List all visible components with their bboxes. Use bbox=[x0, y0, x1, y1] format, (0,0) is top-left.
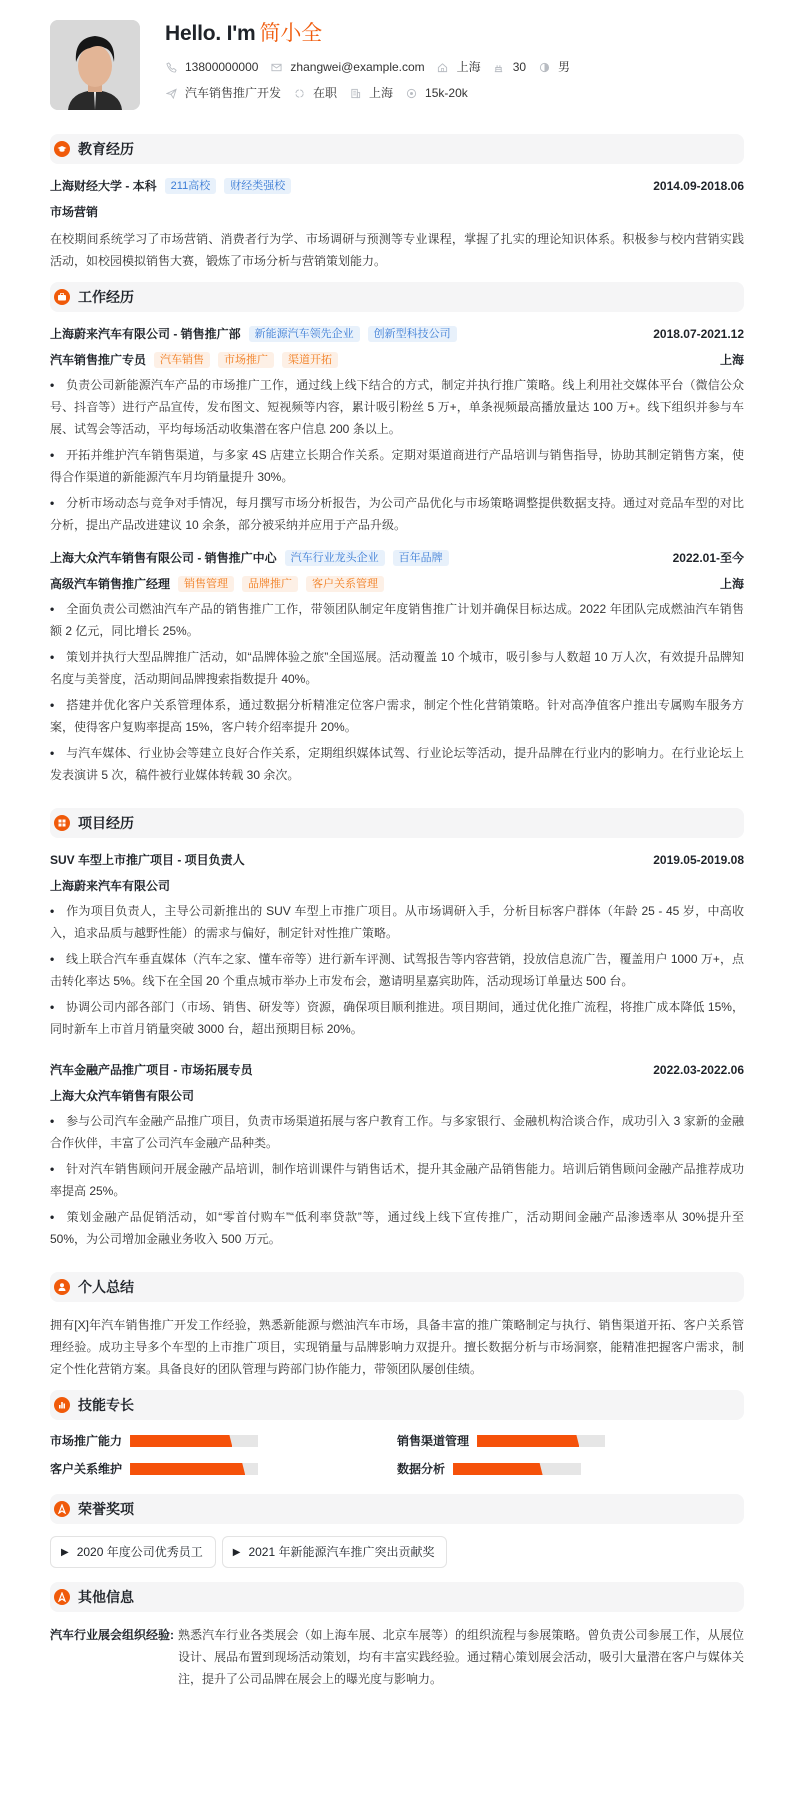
skill-item bbox=[50, 1460, 397, 1478]
other-section bbox=[50, 1582, 744, 1690]
briefcase-icon bbox=[54, 289, 70, 305]
list-item: • 全面负责公司燃油汽车产品的销售推广工作，带领团队制定年度销售推广计划并确保目标达成。2022 年团队完成燃油汽车销售额 2 亿元，同比增长 25%。 bbox=[50, 602, 744, 638]
skill-bar bbox=[477, 1435, 605, 1447]
list-item: • 负责公司新能源汽车产品的市场推广工作，通过线上线下结合的方式，制定并执行推广策略。线上利用社交媒体平台（微信公众号、抖音等）进行产品宣传，发布图文、短视频等内容，累计吸引粉丝 5 万+，单条视频最高播放量达 100 万+。线下组织并参与车展、试驾会等活动，平均每场活动收集潜在客户信息 200 条以上。 bbox=[50, 378, 744, 436]
age-icon bbox=[493, 61, 505, 73]
other-label: 汽车行业展会组织经验: bbox=[50, 1628, 174, 1642]
skill-item bbox=[397, 1432, 744, 1450]
position-tag: 客户关系管理 bbox=[306, 576, 384, 592]
home-icon bbox=[437, 61, 449, 73]
section-title: 其他信息 bbox=[78, 1588, 134, 1605]
work-entry bbox=[50, 548, 744, 786]
work-date: 2018.07-2021.12 bbox=[653, 327, 744, 341]
list-item: • 协调公司内部各部门（市场、销售、研发等）资源，确保项目顺利推进。项目期间，通过优化推广流程，将推广成本降低 15%，同时新车上市首月销量突破 3000 台，超出预期目标 20%。 bbox=[50, 1000, 744, 1036]
section-header bbox=[50, 1390, 744, 1420]
education-date: 2014.09-2018.06 bbox=[653, 179, 744, 193]
intent-status: 在职 bbox=[293, 84, 337, 102]
page-title bbox=[165, 20, 582, 48]
position-tag: 品牌推广 bbox=[242, 576, 298, 592]
skill-label: 客户关系维护 bbox=[50, 1462, 123, 1476]
section-header bbox=[50, 134, 744, 164]
education-section bbox=[50, 134, 744, 272]
company-tag: 创新型科技公司 bbox=[368, 326, 457, 342]
honor-item: ▶ 2020 年度公司优秀员工 bbox=[50, 1536, 216, 1568]
list-item: • 开拓并维护汽车销售渠道，与多家 4S 店建立长期合作关系。定期对渠道商进行产品培训与销售指导，协助其制定销售方案，使得合作渠道的新能源汽车月均销量提升 30%。 bbox=[50, 448, 744, 484]
list-item: • 针对汽车销售顾问开展金融产品培训，制作培训课件与销售话术，提升其金融产品销售能力。培训后销售顾问金融产品推荐成功率提高 25%。 bbox=[50, 1162, 744, 1198]
company-name: 上海大众汽车销售有限公司 - 销售推广中心 bbox=[50, 551, 277, 565]
status-icon bbox=[293, 87, 305, 99]
list-item: • 搭建并优化客户关系管理体系，通过数据分析精准定位客户需求，制定个性化营销策略。针对高净值客户推出专属购车服务方案，使得客户复购率提高 15%，客户转介绍率提升 20%。 bbox=[50, 698, 744, 734]
project-name: SUV 车型上市推广项目 - 项目负责人 bbox=[50, 853, 245, 867]
section-header bbox=[50, 808, 744, 838]
contact-row bbox=[165, 58, 582, 76]
school-tag: 211高校 bbox=[165, 178, 217, 194]
summary-text: 拥有[X]年汽车销售推广开发工作经验，熟悉新能源与燃油汽车市场，具备丰富的推广策略制定与执行、销售渠道开拓、客户关系管理经验。成功主导多个车型的上市推广项目，实现销量与品牌影响力双提升。擅长数据分析与市场洞察，能精准把握客户需求，制定个性化营销方案。具备良好的团队管理与跨部门协作能力，带领团队屡创佳绩。 bbox=[50, 1318, 744, 1376]
contact-age: 30 bbox=[493, 58, 526, 76]
grid-icon bbox=[54, 815, 70, 831]
skill-bar bbox=[130, 1435, 258, 1447]
list-item: • 策划并执行大型品牌推广活动，如“品牌体验之旅”全国巡展。活动覆盖 10 个城市，吸引参与人数超 10 万人次，有效提升品牌知名度与美誉度，活动期间品牌搜索指数提升 40%。 bbox=[50, 650, 744, 686]
skill-label: 销售渠道管理 bbox=[397, 1434, 470, 1448]
section-title: 项目经历 bbox=[78, 814, 134, 831]
skill-item bbox=[50, 1432, 397, 1450]
triangle-right-icon: ▶ bbox=[61, 1546, 69, 1558]
work-location: 上海 bbox=[719, 353, 744, 367]
list-item: • 与汽车媒体、行业协会等建立良好合作关系，定期组织媒体试驾、行业论坛等活动，提升品牌在行业内的影响力。在行业论坛上发表演讲 5 次，稿件被行业媒体转载 30 余次。 bbox=[50, 746, 744, 782]
mail-icon bbox=[270, 61, 282, 73]
project-date: 2019.05-2019.08 bbox=[653, 853, 744, 867]
honor-item: ▶ 2021 年新能源汽车推广突出贡献奖 bbox=[222, 1536, 448, 1568]
send-icon bbox=[165, 87, 177, 99]
position: 汽车销售推广专员 bbox=[50, 353, 147, 367]
section-title: 技能专长 bbox=[78, 1396, 134, 1413]
honors-list bbox=[50, 1536, 744, 1568]
section-header bbox=[50, 1272, 744, 1302]
skill-bar-fill bbox=[130, 1435, 232, 1447]
project-company: 上海大众汽车销售有限公司 bbox=[50, 1089, 195, 1103]
company-name: 上海蔚来汽车有限公司 - 销售推广部 bbox=[50, 327, 241, 341]
job-intent-row bbox=[165, 84, 582, 102]
skill-label: 数据分析 bbox=[397, 1462, 446, 1476]
list-item: • 参与公司汽车金融产品推广项目，负责市场渠道拓展与客户教育工作。与多家银行、金融机构洽谈合作，成功引入 3 家新的金融合作伙伴，丰富了公司汽车金融产品种类。 bbox=[50, 1114, 744, 1150]
section-header bbox=[50, 1494, 744, 1524]
list-item: • 策划金融产品促销活动，如“零首付购车”“低利率贷款”等，通过线上线下宣传推广，活动期间金融产品渗透率从 30%提升至 50%，为公司增加金融业务收入 500 万元。 bbox=[50, 1210, 744, 1246]
skills-section bbox=[50, 1390, 744, 1478]
major: 市场营销 bbox=[50, 205, 99, 219]
gender-icon bbox=[538, 61, 550, 73]
company-tag: 汽车行业龙头企业 bbox=[285, 550, 385, 566]
other-item bbox=[50, 1624, 744, 1690]
intent-salary: 15k-20k bbox=[405, 84, 468, 102]
contact-city: 上海 bbox=[437, 58, 481, 76]
work-location: 上海 bbox=[719, 577, 744, 591]
phone-icon bbox=[165, 61, 177, 73]
projects-section bbox=[50, 808, 744, 1250]
greeting: Hello. I'm bbox=[165, 22, 256, 45]
company-tag: 百年品牌 bbox=[393, 550, 449, 566]
list-item: • 线上联合汽车垂直媒体（汽车之家、懂车帝等）进行新车评测、试驾报告等内容营销，投放信息流广告，覆盖用户 1000 万+，点击转化率达 5%。线下在全国 20 个重点城市举办上市发布会，邀请明星嘉宾助阵，活动现场订单量达 500 台。 bbox=[50, 952, 744, 988]
other-text: 熟悉汽车行业各类展会（如上海车展、北京车展等）的组织流程与参展策略。曾负责公司参展工作，从展位设计、展品布置到现场活动策划，均有丰富实践经验。通过精心策划展会活动，吸引大量潜在客户与媒体关注，提升了公司品牌在展会上的曝光度与影响力。 bbox=[178, 1628, 744, 1686]
position-tag: 汽车销售 bbox=[154, 352, 210, 368]
user-icon bbox=[54, 1279, 70, 1295]
skill-label: 市场推广能力 bbox=[50, 1434, 123, 1448]
education-entry bbox=[50, 176, 744, 272]
work-bullets bbox=[50, 374, 744, 536]
intent-position: 汽车销售推广开发 bbox=[165, 84, 281, 102]
skills-grid bbox=[50, 1432, 744, 1478]
intent-city: 上海 bbox=[349, 84, 393, 102]
candidate-name: 简小全 bbox=[259, 22, 322, 45]
list-item: • 分析市场动态与竞争对手情况，每月撰写市场分析报告，为公司产品优化与市场策略调整提供数据支持。通过对竞品车型的对比分析，提出产品改进建议 10 余条，部分被采纳并应用于产品升级。 bbox=[50, 496, 744, 532]
project-bullets bbox=[50, 1110, 744, 1250]
section-title: 教育经历 bbox=[78, 140, 134, 157]
section-header bbox=[50, 282, 744, 312]
position-tag: 市场推广 bbox=[218, 352, 274, 368]
work-bullets bbox=[50, 598, 744, 786]
section-header bbox=[50, 1582, 744, 1612]
project-bullets bbox=[50, 900, 744, 1040]
project-company: 上海蔚来汽车有限公司 bbox=[50, 879, 171, 893]
list-item: • 作为项目负责人，主导公司新推出的 SUV 车型上市推广项目。从市场调研入手，分析目标客户群体（年龄 25 - 45 岁，中高收入，追求品质与越野性能）的需求与偏好，制定针对性推广策略。 bbox=[50, 904, 744, 940]
contact-gender: 男 bbox=[538, 58, 570, 76]
education-description: 在校期间系统学习了市场营销、消费者行为学、市场调研与预测等专业课程，掌握了扎实的理论知识体系。积极参与校内营销实践活动，如校园模拟销售大赛，锻炼了市场分析与营销策划能力。 bbox=[50, 232, 744, 268]
company-tag: 新能源汽车领先企业 bbox=[249, 326, 360, 342]
work-section bbox=[50, 282, 744, 786]
award-icon bbox=[54, 1501, 70, 1517]
work-entry bbox=[50, 324, 744, 536]
skill-bar bbox=[130, 1463, 258, 1475]
building-icon bbox=[349, 87, 361, 99]
bar-chart-icon bbox=[54, 1397, 70, 1413]
skill-item bbox=[397, 1460, 744, 1478]
section-title: 荣誉奖项 bbox=[78, 1500, 134, 1517]
position-tag: 销售管理 bbox=[178, 576, 234, 592]
salary-icon bbox=[405, 87, 417, 99]
project-entry bbox=[50, 850, 744, 1040]
skill-bar-fill bbox=[130, 1463, 245, 1475]
info-award-icon bbox=[54, 1589, 70, 1605]
contact-email: zhangwei@example.com bbox=[270, 58, 424, 76]
honors-section bbox=[50, 1494, 744, 1568]
avatar bbox=[50, 20, 140, 110]
avatar-portrait-icon bbox=[50, 20, 140, 110]
school-tag: 财经类强校 bbox=[224, 178, 291, 194]
graduation-cap-icon bbox=[54, 141, 70, 157]
skill-bar-fill bbox=[477, 1435, 579, 1447]
project-date: 2022.03-2022.06 bbox=[653, 1063, 744, 1077]
header-info bbox=[165, 20, 582, 102]
section-title: 工作经历 bbox=[78, 288, 134, 305]
project-entry bbox=[50, 1060, 744, 1250]
position-tag: 渠道开拓 bbox=[282, 352, 338, 368]
contact-phone: 13800000000 bbox=[165, 58, 258, 76]
summary-section bbox=[50, 1272, 744, 1380]
position: 高级汽车销售推广经理 bbox=[50, 577, 171, 591]
skill-bar-fill bbox=[453, 1463, 543, 1475]
resume-header bbox=[50, 20, 744, 124]
work-date: 2022.01-至今 bbox=[672, 551, 744, 565]
triangle-right-icon: ▶ bbox=[232, 1546, 241, 1558]
school-name: 上海财经大学 - 本科 bbox=[50, 179, 157, 193]
section-title: 个人总结 bbox=[78, 1278, 134, 1295]
project-name: 汽车金融产品推广项目 - 市场拓展专员 bbox=[50, 1063, 253, 1077]
skill-bar bbox=[453, 1463, 581, 1475]
